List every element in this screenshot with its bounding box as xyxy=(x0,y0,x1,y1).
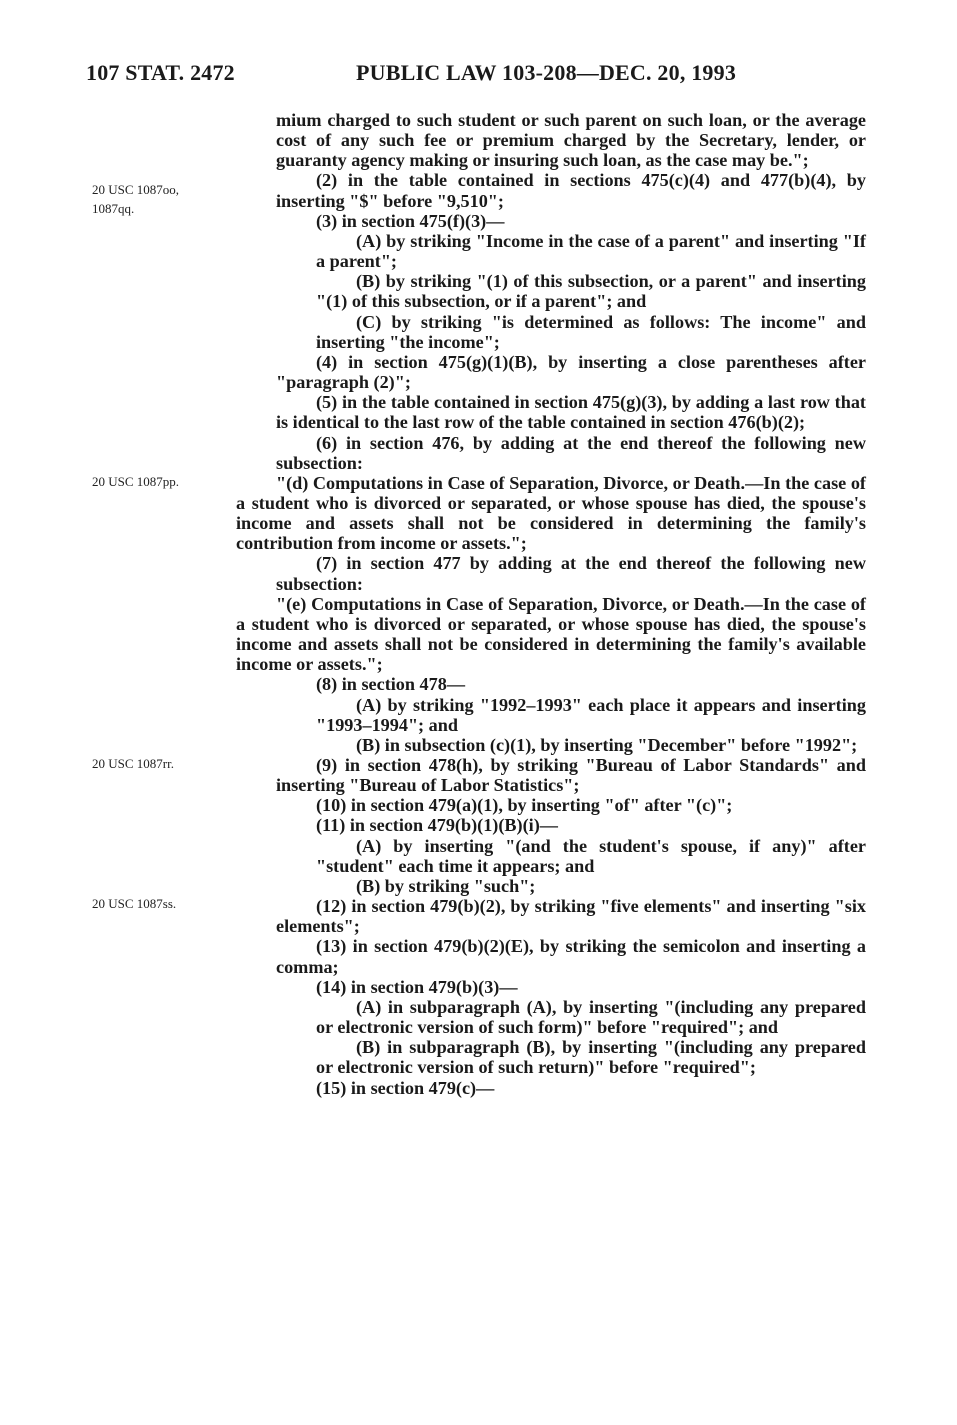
paragraph-12: (12) in section 479(b)(2), by striking "five elements" and inserting "six elements"; xyxy=(276,896,866,937)
paragraph-5: (5) in the table contained in section 475(g)(3), by adding a last row that is identical to the last row of the table contained in section 476(b)(2); xyxy=(276,392,866,433)
paragraph-15: (15) in section 479(c)— xyxy=(316,1077,495,1098)
margin-note-usc: 20 USC 1087oo, xyxy=(92,182,180,197)
subparagraph-3a: (A) by striking "Income in the case of a parent" and inserting "If a parent"; xyxy=(316,230,866,272)
paragraph-8: (8) in section 478— xyxy=(316,674,466,695)
subparagraph-11a: (A) by inserting "(and the student's spouse, if any)" after "student" each time it appears; and xyxy=(316,835,866,876)
subparagraph-11b: (B) by striking "such"; xyxy=(356,875,536,896)
paragraph-3: (3) in section 475(f)(3)— xyxy=(316,210,505,231)
paragraph-7: (7) in section 477 by adding at the end thereof the following new subsection: xyxy=(276,553,866,594)
paragraph-13: (13) in section 479(b)(2)(E), by striking the semicolon and inserting a comma; xyxy=(276,936,866,977)
paragraph-4: (4) in section 475(g)(1)(B), by inserting a close parentheses after "paragraph (2)"; xyxy=(276,351,866,393)
paragraph-6: (6) in section 476, by adding at the end thereof the following new subsection: xyxy=(276,432,866,473)
subparagraph-3c: (C) by striking "is determined as follows: The income" and inserting "the income"; xyxy=(316,311,866,352)
paragraph-continuation: mium charged to such student or such parent on such loan, or the average cost of any such fee or premium charged by the Secretary, lender, or guaranty agency making or insuring such loan, as the case may be."; xyxy=(276,110,866,171)
margin-note-usc: 20 USC 1087ss. xyxy=(92,896,177,911)
paragraph-9: (9) in section 478(h), by striking "Bureau of Labor Standards" and inserting "Bureau of Labor Statistics"; xyxy=(276,755,866,796)
margin-note-usc: 20 USC 1087rr. xyxy=(92,756,174,771)
paragraph-10: (10) in section 479(a)(1), by inserting "of" after "(c)"; xyxy=(316,795,733,816)
statute-body xyxy=(236,110,866,1098)
subparagraph-8a: (A) by striking "1992–1993" each place it appears and inserting "1993–1994"; and xyxy=(316,694,866,735)
statute-page-number: 107 STAT. 2472 xyxy=(86,60,235,85)
margin-note-usc: 20 USC 1087pp. xyxy=(92,474,180,489)
subparagraph-8b: (B) in subsection (c)(1), by inserting "December" before "1992"; xyxy=(356,734,858,755)
paragraph-11: (11) in section 479(b)(1)(B)(i)— xyxy=(316,815,558,836)
subparagraph-14b: (B) in subparagraph (B), by inserting "(including any prepared or electronic version of such return)" before "required"; xyxy=(316,1037,866,1078)
public-law-title: PUBLIC LAW 103-208—DEC. 20, 1993 xyxy=(356,60,737,85)
quoted-subsection-e: "(e) Computations in Case of Separation, Divorce, or Death.—In the case of a student who is divorced or separated, or whose spouse has died, the spouse's income and assets shall not be considered in determining the family's available income or assets."; xyxy=(236,593,866,675)
subparagraph-14a: (A) in subparagraph (A), by inserting "(including any prepared or electronic version of such form)" before "required"; and xyxy=(316,996,866,1038)
subparagraph-3b: (B) by striking "(1) of this subsection, or a parent" and inserting "(1) of this subsection, or if a parent"; and xyxy=(316,271,866,312)
quoted-subsection-d: "(d) Computations in Case of Separation, Divorce, or Death.—In the case of a student who is divorced or separated, or whose spouse has died, the spouse's income and assets shall not be considered in determining the family's contribution from income or assets."; xyxy=(236,472,866,554)
paragraph-14: (14) in section 479(b)(3)— xyxy=(316,976,518,997)
paragraph-2: (2) in the table contained in sections 475(c)(4) and 477(b)(4), by inserting "$" before "9,510"; xyxy=(276,170,866,211)
margin-note-usc: 1087qq. xyxy=(92,201,135,216)
